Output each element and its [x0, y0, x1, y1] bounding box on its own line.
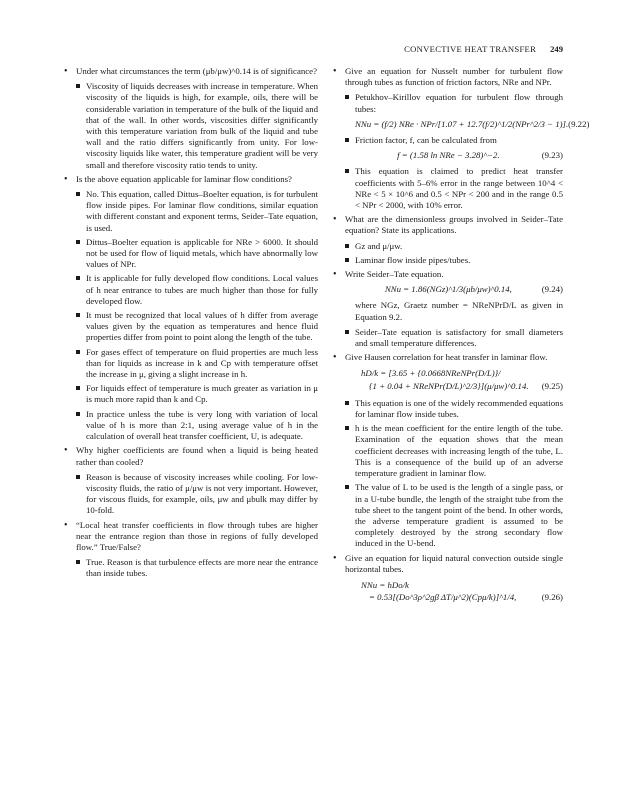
answer-item: Reason is because of viscosity increases while cooling. For low-viscosity fluids, the ratio of μ/μw is not very important. However, for viscous fluids, for example, oils, μw and μbulk may differ by 10-fold. [64, 472, 318, 517]
answer-item: Seider–Tate equation is satisfactory for small diameters and small temperature differences. [333, 327, 563, 349]
equation [355, 284, 563, 295]
answer-item: This equation is claimed to predict heat transfer coefficients with 5–6% error in the range between 10^4 < NRe < 5 × 10^6 and 0.5 < NPr < 200 and in the range 0.5 < NPr < 2000, with 10% error. [333, 166, 563, 211]
equation-body [355, 579, 563, 604]
paragraph: where NGz, Graetz number = NReNPrD/L as given in Equation 9.2. [355, 300, 563, 322]
question-item: • Why higher coefficients are found when a liquid is being heated rather than cooled? [64, 445, 318, 467]
left-column [64, 66, 318, 583]
equation [355, 367, 563, 392]
answer-item: In practice unless the tube is very long with variation of local value of h is more than 2:1, using average value of h in the calculation of overall heat transfer coefficient, U, is adequate. [64, 409, 318, 443]
equation-body: NNu = 1.86(NGz)^1/3(μb/μw)^0.14, [384, 284, 512, 295]
question-item: • Give Hausen correlation for heat transfer in laminar flow. [333, 352, 563, 363]
equation-body: NNu = (f/2) NRe · NPr/[1.07 + 12.7(f/2)^1/2(NPr^2/3 − 1)]. [355, 118, 569, 129]
equation-line: NNu = hDo/k [361, 579, 409, 590]
equation-line [361, 592, 563, 603]
right-column [333, 66, 590, 609]
answer-item: No. This equation, called Dittus–Boelter equation, is for turbulent flow inside pipes. For laminar flow conditions, similar equation with different constant and exponent terms, Seider–Tate equation, is used. [64, 189, 318, 234]
equation-line-text: = 0.53[(Do^3ρ^2gβ ΔT/μ^2)(Cpμ/k)]^1/4, [369, 592, 517, 603]
equation-line: hD/k = [3.65 + {0.0668NReNPr(D/L)}/ [361, 368, 501, 379]
equation [355, 579, 563, 604]
answer-item: Petukhov–Kirillov equation for turbulent flow through tubes: [333, 92, 563, 114]
chapter-title: CONVECTIVE HEAT TRANSFER [404, 44, 537, 54]
equation-body [355, 367, 563, 392]
answer-item: Dittus–Boelter equation is applicable for NRe > 6000. It should not be used for flow of liquid metals, which have abnormally low values of NPr. [64, 237, 318, 271]
equation-line [361, 381, 563, 392]
equation-number: (9.24) [541, 284, 563, 295]
answer-item: The value of L to be used is the length of a single pass, or in a U-tube bundle, the length of the straight tube from the tube sheet to the tangent point of the bend. In other words, the adverse temperature gradient is assumed to be completely destroyed by the strong secondary flow induced in the U-bend. [333, 482, 563, 549]
answer-item: It is applicable for fully developed flow conditions. Local values of h near entrance to tubes are much higher than those for fully developed flow. [64, 273, 318, 307]
equation-body: f = (1.58 ln NRe − 3.28)^−2. [397, 150, 500, 161]
question-item: • Under what circumstances the term (μb/μw)^0.14 is of significance? [64, 66, 318, 77]
running-head [404, 44, 563, 54]
answer-item: For gases effect of temperature on fluid properties are much less than for liquids as increase in k and Cp with temperature offset the increase in μ, giving a slight increase in h. [64, 347, 318, 381]
equation-number: (9.22) [568, 118, 590, 129]
equation-number: (9.23) [541, 150, 563, 161]
answer-item: Viscosity of liquids decreases with increase in temperature. When viscosity of the liquids is high, for example, oils, there will be considerable variation in temperature of the bulk of the liquid and that of the wall. In other words, viscosities differ significantly with this temperature variation from bulk of the liquid and tube wall and the ratio differs significantly from unity. For low-viscosity liquids like water, this temperature gradient will be very small and therefore viscosity ratio tends to unity. [64, 81, 318, 171]
question-item: • Give an equation for Nusselt number for turbulent flow through tubes as function of friction factors, NRe and NPr. [333, 66, 563, 88]
equation [355, 150, 563, 161]
equation-number: (9.25) [541, 380, 563, 391]
answer-item: Gz and μ/μw. [333, 241, 563, 252]
equation-number: (9.26) [541, 592, 563, 603]
equation-line-text: {1 + 0.04 + NReNPr(D/L)^2/3}](μ/μw)^0.14. [369, 380, 529, 391]
answer-item: It must be recognized that local values of h differ from average values given by the equation as temperatures and hence fluid properties differ from point to point along the length of the tube. [64, 310, 318, 344]
equation [355, 118, 590, 130]
question-item: • “Local heat transfer coefficients in flow through tubes are higher near the entrance region than those in regions of fully developed flow.” True/False? [64, 520, 318, 554]
answer-item: This equation is one of the widely recommended equations for laminar flow inside tubes. [333, 398, 563, 420]
answer-item: Laminar flow inside pipes/tubes. [333, 255, 563, 266]
answer-item: For liquids effect of temperature is much greater as variation in μ is much more rapid than k and Cp. [64, 383, 318, 405]
question-item: • Give an equation for liquid natural convection outside single horizontal tubes. [333, 553, 563, 575]
page-number: 249 [550, 44, 563, 54]
question-item: • What are the dimensionless groups involved in Seider–Tate equation? State its applications. [333, 214, 563, 236]
question-item: • Write Seider–Tate equation. [333, 269, 563, 280]
answer-item: Friction factor, f, can be calculated from [333, 135, 563, 146]
answer-item: h is the mean coefficient for the entire length of the tube. Examination of the equation shows that the mean coefficient decreases with increasing length of the tube, L. This is a consequence of the build up of an adverse temperature gradient in laminar flow. [333, 423, 563, 479]
answer-item: True. Reason is that turbulence effects are more near the entrance than inside tubes. [64, 557, 318, 579]
question-item: • Is the above equation applicable for laminar flow conditions? [64, 174, 318, 185]
